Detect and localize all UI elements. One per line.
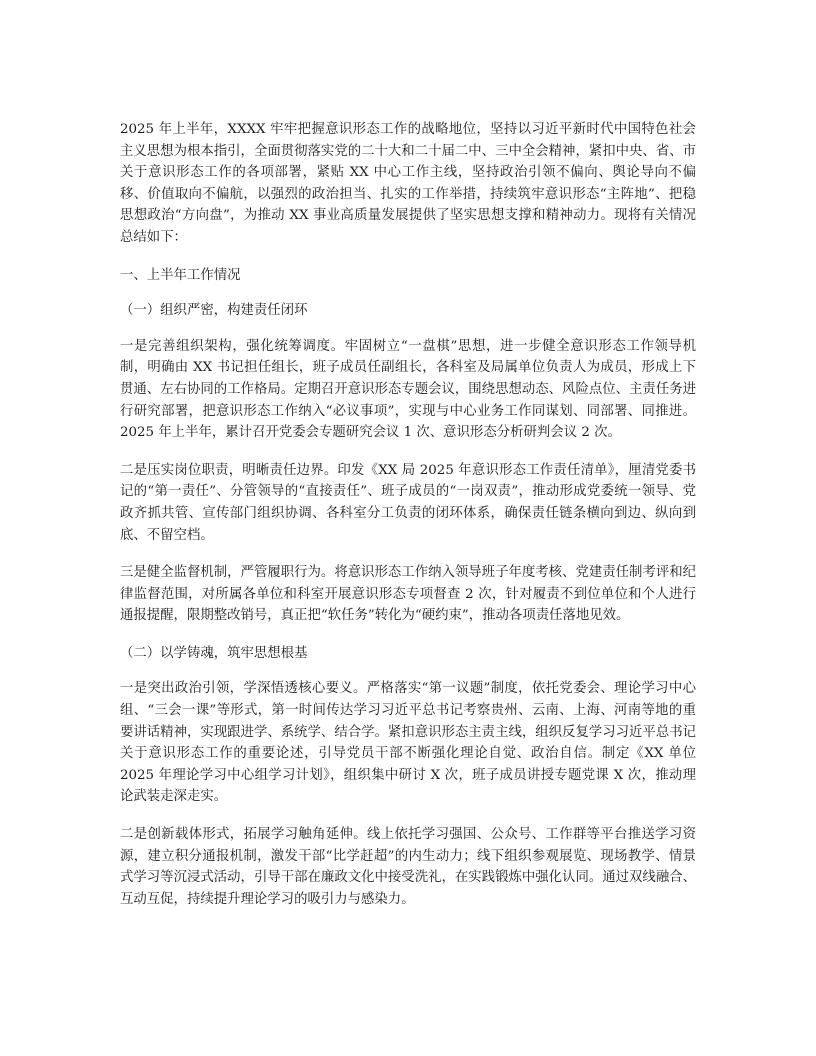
paragraph-political-guidance: 一是突出政治引领，学深悟透核心要义。严格落实“第一议题”制度，依托党委会、理论学习中心组、“三会一课”等形式，第一时间传达学习习近平总书记考察贵州、云南、上海、河南等地的重要讲话精神，实现跟进学、系统学、结合学。紧扣意识形态主责主线，组织反复学习习近平总书记关于意识形态工作的重要论述，引导党员干部不断强化理论自觉、政治自信。制定《XX 单位 2025 年理论学习中心组学习计划》，组织集中研讨 X 次，班子成员讲授专题党课 X 次，推动理论武装走深走实。 — [120, 681, 696, 805]
subsection-heading-2: （二）以学铸魂，筑牢思想根基 — [120, 645, 308, 661]
subsection-heading-1: （一）组织严密，构建责任闭环 — [120, 303, 308, 319]
document-body — [120, 119, 696, 926]
paragraph-organization: 一是完善组织架构，强化统筹调度。牢固树立“一盘棋”思想，进一步健全意识形态工作领导机制，明确由 XX 书记担任组长，班子成员任副组长，各科室及局属单位负责人为成员，形成上下贯通、左右协同的工作格局。定期召开意识形态专题会议，围绕思想动态、风险点位、主责任务进行研究部署，把意识形态工作纳入“必议事项”，实现与中心业务工作同谋划、同部署、同推进。2025 年上半年，累计召开党委会专题研究会议 1 次、意识形态分析研判会议 2 次。 — [120, 338, 696, 441]
intro-paragraph: 2025 年上半年，XXXX 牢牢把握意识形态工作的战略地位，坚持以习近平新时代中国特色社会主义思想为根本指引，全面贯彻落实党的二十大和二十届二中、三中全会精神，紧扣中央、省、市关于意识形态工作的各项部署，紧贴 XX 中心工作主线，坚持政治引领不偏向、舆论导向不偏移、价值取向不偏航，以强烈的政治担当、扎实的工作举措，持续筑牢意识形态“主阵地”、把稳思想政治“方向盘”，为推动 XX 事业高质量发展提供了坚实思想支撑和精神动力。现将有关情况总结如下： — [120, 122, 696, 245]
section-heading-1: 一、上半年工作情况 — [120, 267, 241, 283]
paragraph-responsibility: 二是压实岗位职责，明晰责任边界。印发《XX 局 2025 年意识形态工作责任清单》，厘清党委书记的“第一责任”、分管领导的“直接责任”、班子成员的“一岗双责”，推动形成党委统一领导、党政齐抓共管、宣传部门组织协调、各科室分工负责的闭环体系，确保责任链条横向到边、纵向到底、不留空档。 — [120, 462, 696, 543]
paragraph-supervision: 三是健全监督机制，严管履职行为。将意识形态工作纳入领导班子年度考核、党建责任制考评和纪律监督范围，对所属各单位和科室开展意识形态专项督查 2 次，针对履责不到位单位和个人进行通报提醒，限期整改销号，真正把“软任务”转化为“硬约束”，推动各项责任落地见效。 — [120, 565, 696, 624]
paragraph-learning-carriers: 二是创新载体形式，拓展学习触角延伸。线上依托学习强国、公众号、工作群等平台推送学习资源，建立积分通报机制，激发干部“比学赶超”的内生动力；线下组织参观展览、现场教学、情景式学习等沉浸式活动，引导干部在廉政文化中接受洗礼，在实践锻炼中强化认同。通过双线融合、互动互促，持续提升理论学习的吸引力与感染力。 — [120, 827, 696, 907]
